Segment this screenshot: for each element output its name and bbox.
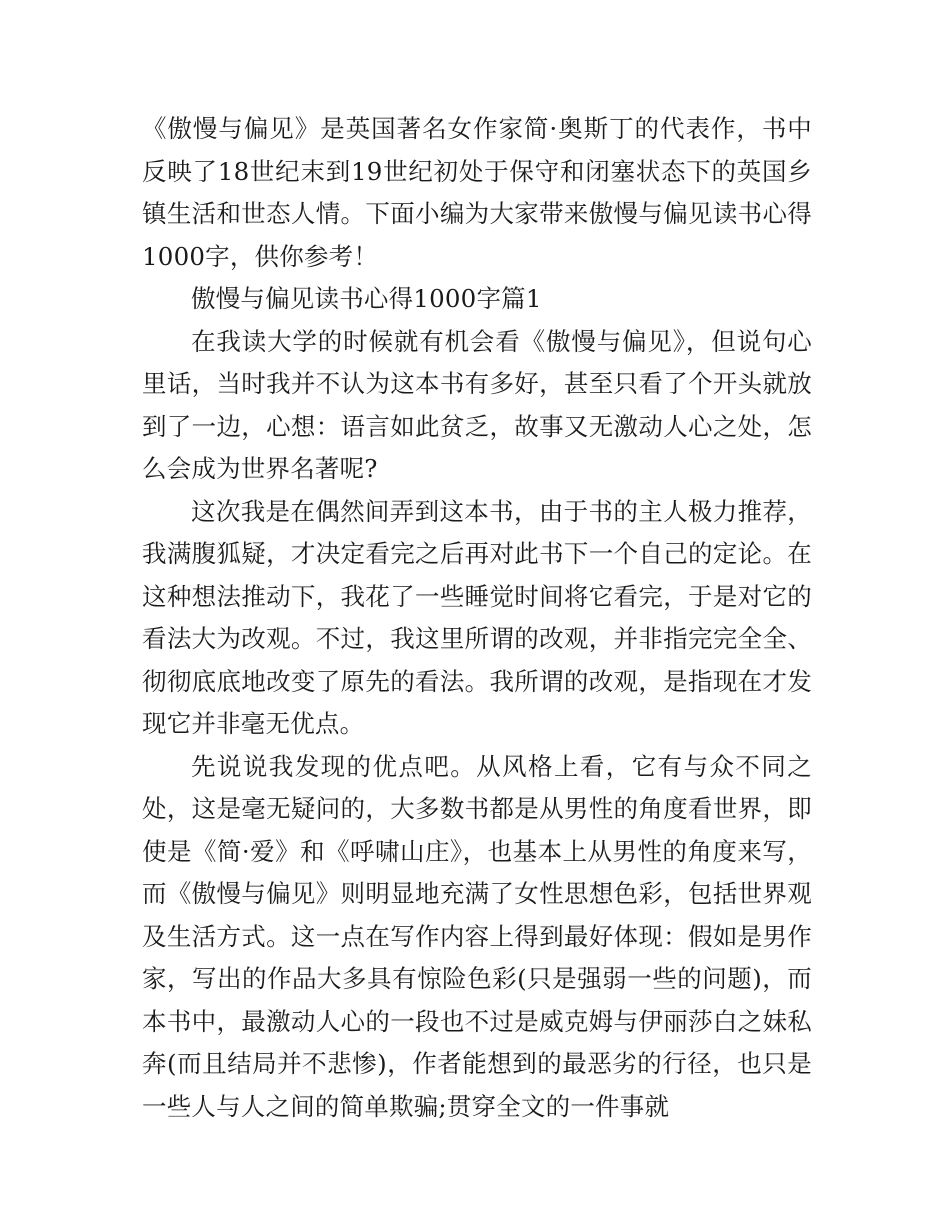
body-paragraph-2: 这次我是在偶然间弄到这本书，由于书的主人极力推荐，我满腹狐疑，才决定看完之后再对此书下一个自己的定论。在这种想法推动下，我花了一些睡觉时间将它看完，于是对它的看法大为改观。不过，我这里所谓的改观，并非指完完全全、彻彻底底地改变了原先的看法。我所谓的改观，是指现在才发现它并非毫无优点。 xyxy=(142,496,812,738)
section-title: 傲慢与偏见读书心得1000字篇1 xyxy=(191,284,542,313)
body-paragraph-3: 先说说我发现的优点吧。从风格上看，它有与众不同之处，这是毫无疑问的，大多数书都是从男性的角度看世界，即使是《简·爱》和《呼啸山庄》，也基本上从男性的角度来写，而《傲慢与偏见》则明显地充满了女性思想色彩，包括世界观及生活方式。这一点在写作内容上得到最好体现：假如是男作家，写出的作品大多具有惊险色彩(只是强弱一些的问题)，而本书中，最激动人心的一段也不过是威克姆与伊丽莎白之妹私奔(而且结局并不悲惨)，作者能想到的最恶劣的行径，也只是一些人与人之间的简单欺骗;贯穿全文的一件事就 xyxy=(142,751,812,1121)
body-paragraph-1: 在我读大学的时候就有机会看《傲慢与偏见》，但说句心里话，当时我并不认为这本书有多好，甚至只看了个开头就放到了一边，心想：语言如此贫乏，故事又无激动人心之处，怎么会成为世界名著呢? xyxy=(142,326,812,483)
document-body xyxy=(142,108,812,1128)
intro-paragraph: 《傲慢与偏见》是英国著名女作家简·奥斯丁的代表作，书中反映了18世纪末到19世纪初处于保守和闭塞状态下的英国乡镇生活和世态人情。下面小编为大家带来傲慢与偏见读书心得1000字，供你参考！ xyxy=(142,114,812,271)
